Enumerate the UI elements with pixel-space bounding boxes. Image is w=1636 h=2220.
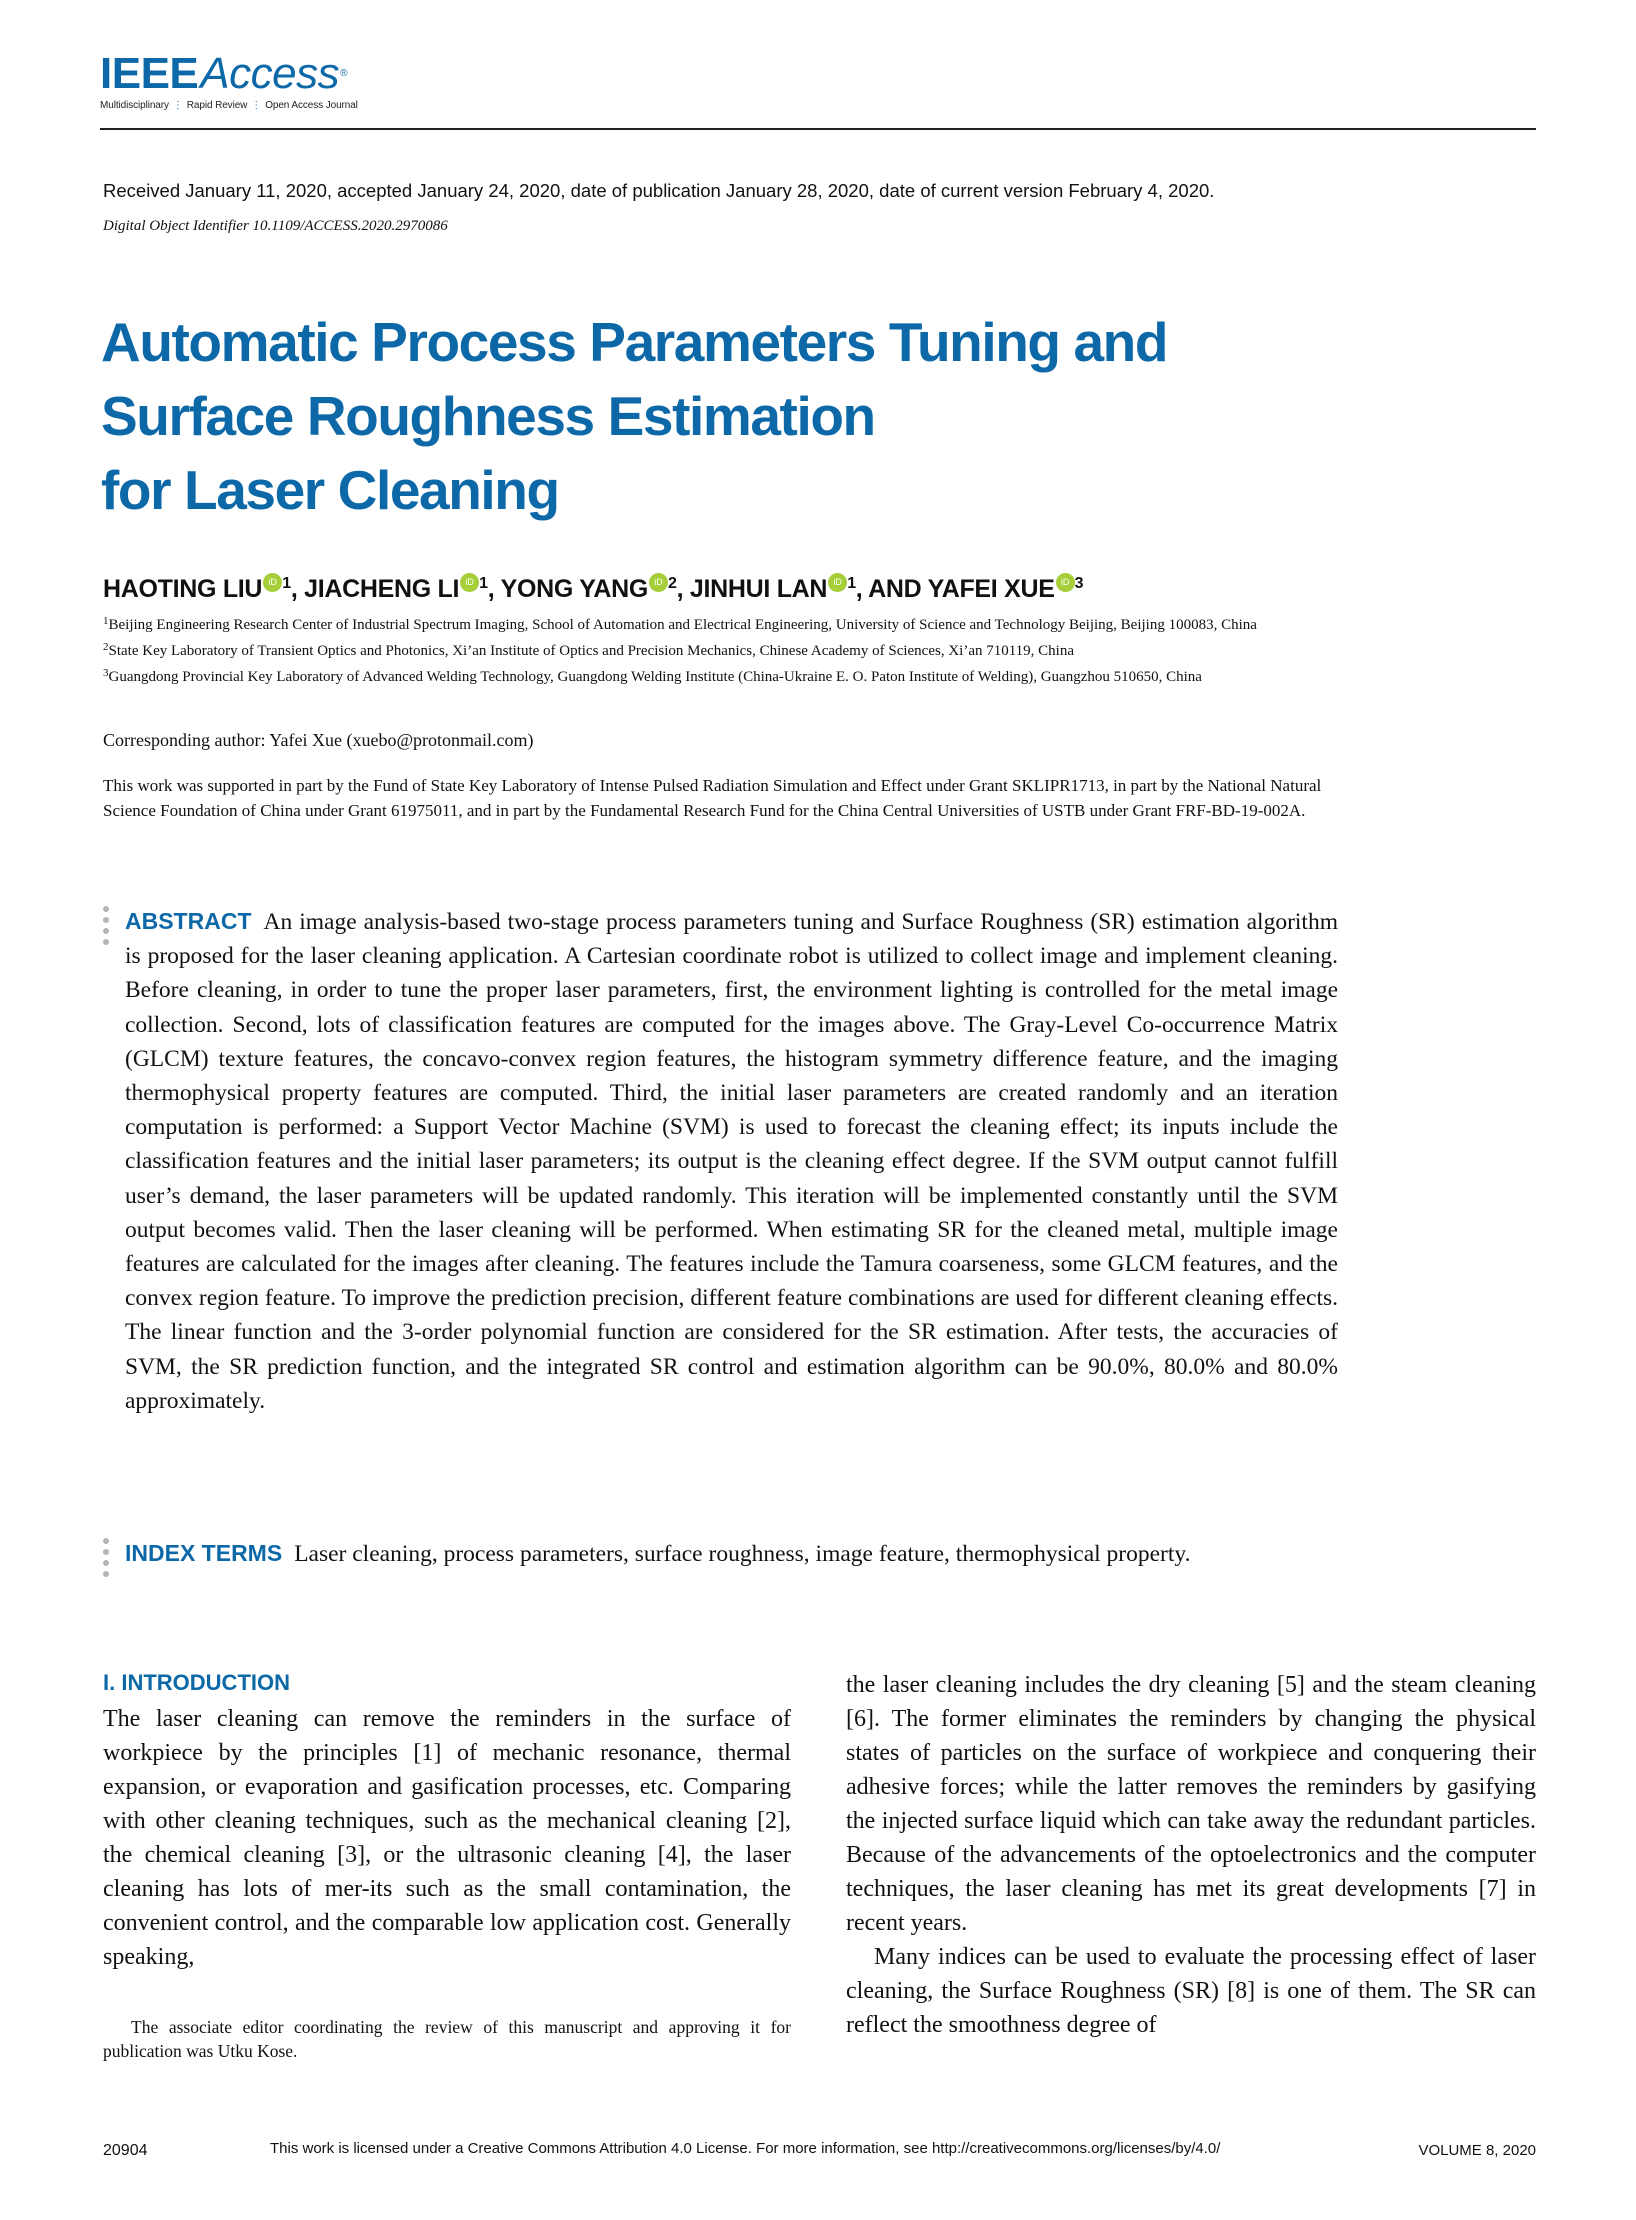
affiliation-number: 1 <box>103 615 109 627</box>
abstract-label: ABSTRACT <box>125 908 252 934</box>
orcid-icon[interactable]: iD <box>263 573 282 592</box>
affiliation-text: State Key Laboratory of Transient Optics and Photonics, Xi’an Institute of Optics and Precision Mechanics, Chinese Academy of Sciences, Xi’an 710119, China <box>108 643 1075 659</box>
orcid-icon[interactable]: iD <box>649 573 668 592</box>
intro-paragraph: the laser cleaning includes the dry cleaning [5] and the steam cleaning [6]. The former eliminates the reminders by changing the physical states of particles on the surface of workpiece and conquering their adhesive forces; while the latter removes the reminders by gasifying the injected surface liquid which can take away the redundant particles. Because of the advancements of the optoelectronics and the computer techniques, the laser cleaning has met its great developments [7] in recent years. <box>846 1672 1536 1936</box>
intro-paragraph: Many indices can be used to evaluate the processing effect of laser cleaning, the Surface Roughness (SR) [8] is one of them. The SR can reflect the smoothness degree of <box>846 1944 1536 2038</box>
author-affiliation: 3 <box>1074 575 1084 592</box>
author-name: JINHUI LAN <box>689 575 828 603</box>
intro-right-column <box>846 1668 1536 2042</box>
orcid-icon[interactable]: iD <box>460 573 479 592</box>
abstract-dots-icon <box>103 906 111 950</box>
intro-paragraph: The laser cleaning can remove the reminders in the surface of workpiece by the principles [1] of mechanic resonance, thermal expansion, or evaporation and gasification processes, etc. Comparing with other cleaning techniques, such as the mechanical cleaning [2], the chemical cleaning [3], or the ultrasonic cleaning [4], the laser cleaning has lots of mer-its such as the small contamination, the convenient control, and the comparable low application cost. Generally speaking, <box>103 1706 791 1970</box>
doi: Digital Object Identifier 10.1109/ACCESS.2020.2970086 <box>103 218 448 234</box>
author-name: YONG YANG <box>500 575 648 603</box>
editor-footnote: The associate editor coordinating the review of this manuscript and approving it for publication was Utku Kose. <box>103 2017 791 2061</box>
orcid-icon[interactable]: iD <box>1056 573 1075 592</box>
tagline-item: Rapid Review <box>186 100 248 111</box>
author-name: HAOTING LIU <box>103 575 263 603</box>
intro-left-column <box>103 1702 791 1974</box>
abstract <box>125 904 1338 1418</box>
funding-statement: This work was supported in part by the Fund of State Key Laboratory of Intense Pulsed Radiation Simulation and Effect under Grant SKLIPR1713, in part by the National Natural Science Foundation of China under Grant 61975011, and in part by the Fundamental Research Fund for the China Central Universities of USTB under Grant FRF-BD-19-002A. <box>103 776 1322 820</box>
section-heading: I. INTRODUCTION <box>103 1670 290 1695</box>
paper-title <box>101 305 1301 527</box>
author-separator: , <box>676 575 690 603</box>
author-list <box>103 573 1083 604</box>
affiliation-number: 2 <box>103 641 109 653</box>
title-line: for Laser Cleaning <box>101 459 559 521</box>
received-dates: Received January 11, 2020, accepted January 24, 2020, date of publication January 28, 2020, date of current version February 4, 2020. <box>103 180 1215 201</box>
index-terms-text: Laser cleaning, process parameters, surface roughness, image feature, thermophysical property. <box>294 1541 1191 1567</box>
author-affiliation: 1 <box>479 575 488 592</box>
corresponding-author: Corresponding author: Yafei Xue (xuebo@protonmail.com) <box>103 730 534 750</box>
author-affiliation: 2 <box>667 575 677 592</box>
logo-tagline <box>100 100 358 111</box>
affiliation <box>103 662 1353 688</box>
author-name: JIACHENG LI <box>304 575 460 603</box>
logo-wordmark <box>100 50 358 98</box>
title-line: Surface Roughness Estimation <box>101 385 875 447</box>
journal-logo <box>100 50 358 111</box>
license-notice: This work is licensed under a Creative Commons Attribution 4.0 License. For more information, see http://creativecommons.org/licenses/by/4.0/ <box>270 2140 1221 2157</box>
tagline-separator: ⋮ <box>251 100 262 111</box>
affiliation-text: Guangdong Provincial Key Laboratory of Advanced Welding Technology, Guangdong Welding Institute (China-Ukraine E. O. Paton Institute of Welding), Guangzhou 510650, China <box>108 669 1202 685</box>
header-rule <box>100 128 1536 130</box>
affiliation-text: Beijing Engineering Research Center of Industrial Spectrum Imaging, School of Automation and Electrical Engineering, University of Science and Technology Beijing, Beijing 100083, China <box>108 617 1257 633</box>
author-affiliation: 1 <box>847 575 856 592</box>
logo-access: Access <box>200 49 340 98</box>
tagline-item: Multidisciplinary <box>100 100 169 111</box>
abstract-text: An image analysis-based two-stage process parameters tuning and Surface Roughness (SR) estimation algorithm is proposed for the laser cleaning application. A Cartesian coordinate robot is utilized to collect image and implement cleaning. Before cleaning, in order to tune the proper laser parameters, first, the environment lighting is controlled for the metal image collection. Second, lots of classification features are computed for the images above. The Gray-Level Co-occurrence Matrix (GLCM) texture features, the concavo-convex region features, the histogram symmetry difference feature, and the imaging thermophysical property features are computed. Third, the initial laser parameters are created randomly and an iteration computation is performed: a Support Vector Machine (SVM) is used to forecast the cleaning effect; its inputs include the classification features and the initial laser parameters; its output is the cleaning effect degree. If the SVM output cannot fulfill user’s demand, the laser parameters will be updated randomly. This iteration will be implemented constantly until the SVM output becomes valid. Then the laser cleaning will be performed. When estimating SR for the cleaned metal, multiple image features are calculated for the images after cleaning. The features include the Tamura coarseness, some GLCM features, and the convex region feature. To improve the prediction precision, different feature combinations are used for different cleaning effects. The linear function and the 3-order polynomial function are considered for the SR estimation. After tests, the accuracies of SVM, the SR prediction function, and the integrated SR control and estimation algorithm can be 90.0%, 80.0% and 80.0% approximately. <box>125 909 1338 1414</box>
orcid-icon[interactable]: iD <box>828 573 847 592</box>
author-separator: , <box>487 575 501 603</box>
volume-info: VOLUME 8, 2020 <box>1418 2142 1536 2159</box>
author-separator: , AND <box>855 575 928 603</box>
affiliation <box>103 636 1353 662</box>
affiliation <box>103 610 1353 636</box>
logo-ieee: IEEE <box>100 49 199 98</box>
tagline-item: Open Access Journal <box>265 100 358 111</box>
logo-trademark: ® <box>340 68 347 79</box>
tagline-separator: ⋮ <box>172 100 183 111</box>
author-name: YAFEI XUE <box>927 575 1055 603</box>
affiliations <box>103 610 1353 688</box>
author-separator: , <box>290 575 305 603</box>
index-terms-dots-icon <box>103 1538 111 1582</box>
index-terms-label: INDEX TERMS <box>125 1540 283 1566</box>
index-terms <box>125 1536 1338 1571</box>
title-line: Automatic Process Parameters Tuning and <box>101 311 1168 373</box>
page-number: 20904 <box>103 2142 148 2159</box>
affiliation-number: 3 <box>103 667 109 679</box>
author-affiliation: 1 <box>282 575 291 592</box>
